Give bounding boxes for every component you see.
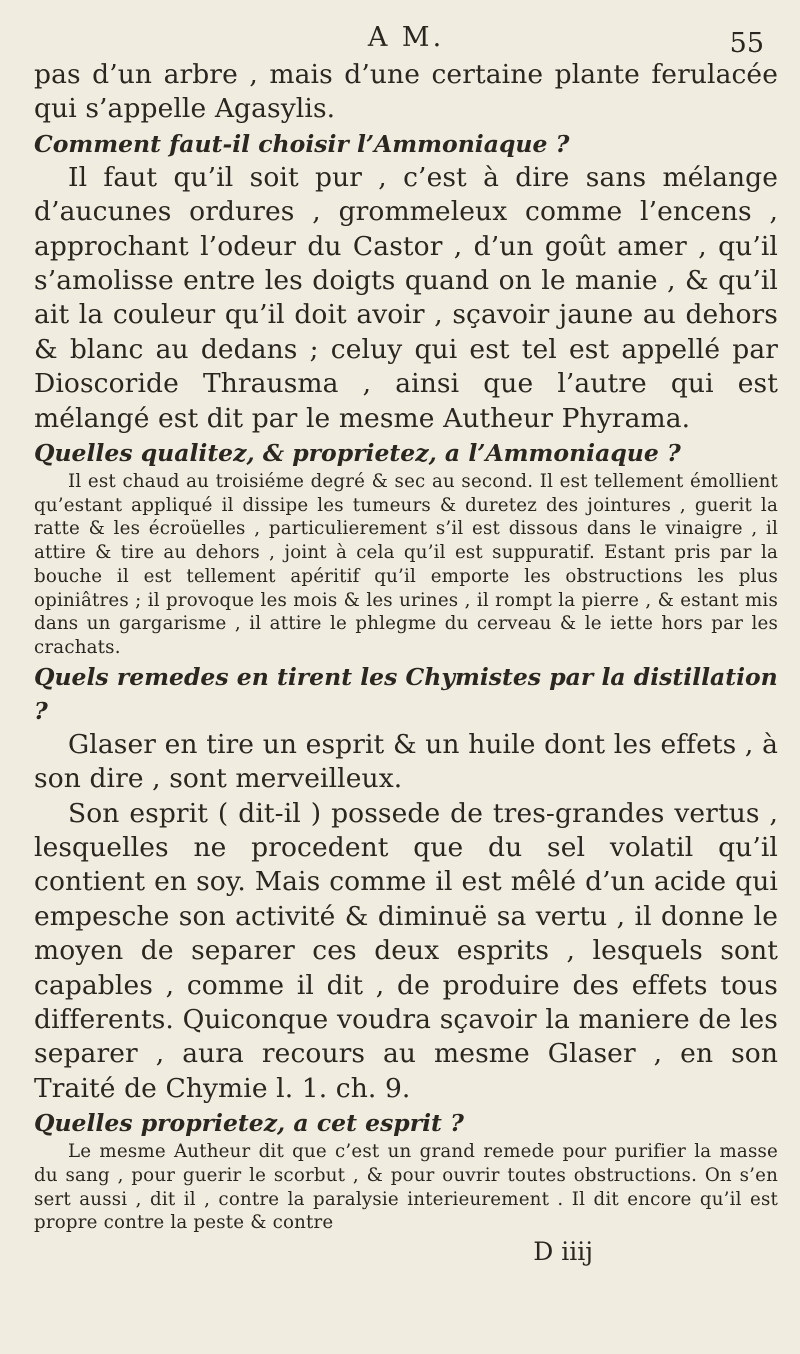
question-heading: Quels remedes en tirent les Chymistes par la distillation ? bbox=[34, 662, 778, 725]
question-heading: Quelles qualitez, & proprietez, a l’Ammoniaque ? bbox=[34, 439, 681, 468]
body-paragraph: Glaser en tire un esprit & un huile dont les effets , à son dire , sont merveilleux. bbox=[34, 728, 778, 795]
running-title: A M. bbox=[367, 22, 445, 53]
question-heading: Comment faut-il choisir l’Ammoniaque ? bbox=[34, 129, 570, 158]
body-paragraph: pas d’un arbre , mais d’une certaine plante ferulacée qui s’appelle Agasylis. bbox=[34, 59, 778, 125]
body-paragraph: Son esprit ( dit-il ) possede de tres-grandes vertus , lesquelles ne procedent que du sel volatil qu’il contient en soy. Mais comme il est mêlé d’un acide qui empesche son activité & diminuë sa vertu , il donne le moyen de separer ces deux esprits , lesquels sont capables , comme il dit , de produire des effets tous differents. Quiconque voudra sçavoir la maniere de les separer , aura recours au mesme Glaser , en son Traité de Chymie l. 1. ch. 9. bbox=[34, 797, 778, 1104]
signature-mark: D iiij bbox=[533, 1236, 593, 1266]
question-heading: Quelles proprietez, a cet esprit ? bbox=[34, 1109, 464, 1138]
answer-paragraph-small: Le mesme Autheur dit que c’est un grand remede pour purifier la masse du sang , pour guerir le scorbut , & pour ouvrir toutes obstructions. On s’en sert aussi , dit il , contre la paralysie interieurement . Il dit encore qu’il est propre contre la peste & contre bbox=[34, 1141, 778, 1234]
body-paragraph: Il faut qu’il soit pur , c’est à dire sans mélange d’aucunes ordures , grommeleux comme l’encens , approchant l’odeur du Castor , d’un goût amer , qu’il s’amolisse entre les doigts quand on le manie , & qu’il ait la couleur qu’il doit avoir , sçavoir jaune au dehors & blanc au dedans ; celuy qui est tel est appellé par Dioscoride Thrausma , ainsi que l’autre qui est mélangé est dit par le mesme Autheur Phyrama. bbox=[34, 161, 778, 434]
answer-paragraph-small: Il est chaud au troisiéme degré & sec au second. Il est tellement émollient qu’estant appliqué il dissipe les tumeurs & duretez des jointures , guerit la ratte & les écroüelles , particulierement s’il est dissous dans le vinaigre , il attire & tire au dehors , joint à cela qu’il est suppuratif. Estant pris par la bouche il est tellement apéritif qu’il emporte les obstructions les plus opiniâtres ; il provoque les mois & les urines , il rompt la pierre , & estant mis dans un gargarisme , il attire le phlegme du cerveau & le iette hors par les crachats. bbox=[34, 471, 778, 658]
running-header bbox=[34, 18, 778, 58]
page-number: 55 bbox=[729, 28, 764, 59]
page-body bbox=[34, 58, 778, 1235]
